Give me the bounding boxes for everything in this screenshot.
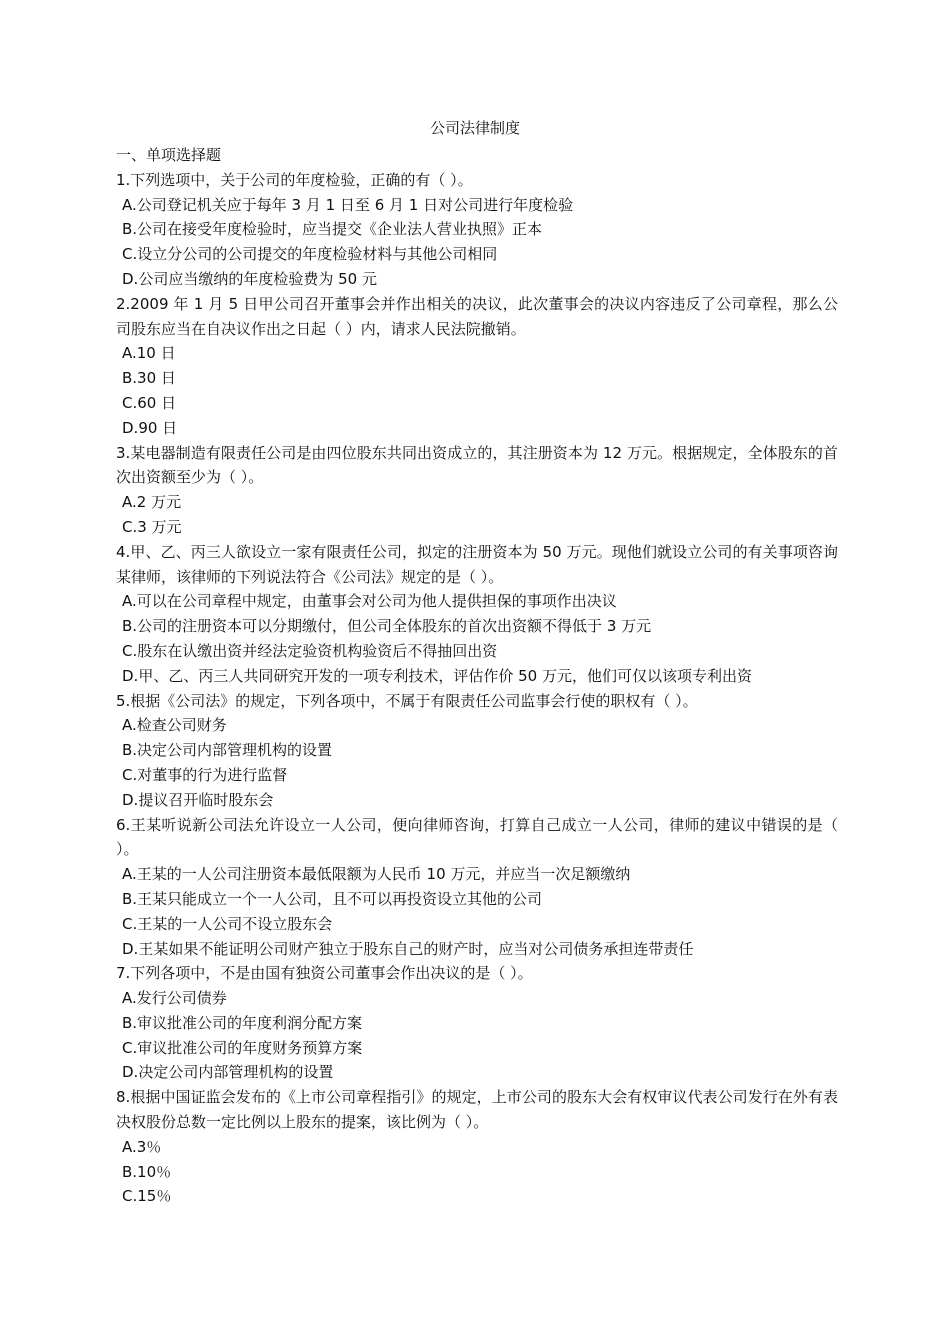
question-list [116,168,838,1209]
section-heading: 一、单项选择题 [116,146,222,164]
question-stem: 7.下列各项中，不是由国有独资公司董事会作出决议的是（ ）。 [116,964,533,983]
question-block [116,1085,838,1209]
answer-option: A.王某的一人公司注册资本最低限额为人民币 10 万元，并应当一次足额缴纳 [122,865,631,884]
question-block [116,441,838,540]
answer-option: A.2 万元 [122,493,182,512]
question-block [116,813,838,962]
answer-option: B.审议批准公司的年度利润分配方案 [122,1013,363,1032]
answer-option: C.60 日 [122,393,177,412]
answer-option: D.甲、乙、丙三人共同研究开发的一项专利技术，评估作价 50 万元，他们可仅以该项专利出资 [122,666,752,685]
answer-option: B.30 日 [122,369,176,388]
document-title: 公司法律制度 [429,119,520,137]
answer-option: D.公司应当缴纳的年度检验费为 50 元 [122,269,377,288]
question-block [116,292,838,441]
answer-option: C.对董事的行为进行监督 [122,765,288,784]
answer-option: A.10 日 [122,344,176,363]
answer-option: D.提议召开临时股东会 [122,790,274,809]
answer-option: A.可以在公司章程中规定，由董事会对公司为他人提供担保的事项作出决议 [122,592,617,611]
question-block [116,168,838,292]
question-stem: 3.某电器制造有限责任公司是由四位股东共同出资成立的，其注册资本为 12 万元。根据规定，全体股东的首次出资额至少为（ ）。 [116,443,838,487]
question-stem: 2.2009 年 1 月 5 日甲公司召开董事会并作出相关的决议，此次董事会的决议内容违反了公司章程，那么公司股东应当在自决议作出之日起（ ）内，请求人民法院撤销。 [116,294,838,338]
answer-option: B.王某只能成立一个一人公司，且不可以再投资设立其他的公司 [122,889,543,908]
question-stem: 8.根据中国证监会发布的《上市公司章程指引》的规定，上市公司的股东大会有权审议代表公司发行在外有表决权股份总数一定比例以上股东的提案，该比例为（ ）。 [116,1088,838,1132]
answer-option: C.股东在认缴出资并经法定验资机构验资后不得抽回出资 [122,641,498,660]
answer-option: A.发行公司债券 [122,989,227,1008]
answer-option: B.公司的注册资本可以分期缴付，但公司全体股东的首次出资额不得低于 3 万元 [122,617,652,636]
question-block [116,961,838,1085]
answer-option: D.决定公司内部管理机构的设置 [122,1063,334,1082]
question-stem: 1.下列选项中，关于公司的年度检验，正确的有（ ）。 [116,170,473,189]
answer-option: C.王某的一人公司不设立股东会 [122,914,333,933]
question-stem: 5.根据《公司法》的规定，下列各项中，不属于有限责任公司监事会行使的职权有（ ）。 [116,691,698,710]
document-body [116,143,838,1209]
question-stem: 6.王某听说新公司法允许设立一人公司，便向律师咨询，打算自己成立一人公司，律师的建议中错误的是（ ）。 [116,815,838,859]
question-stem: 4.甲、乙、丙三人欲设立一家有限责任公司，拟定的注册资本为 50 万元。现他们就设立公司的有关事项咨询某律师，该律师的下列说法符合《公司法》规定的是（ ）。 [116,542,838,586]
answer-option: A.公司登记机关应于每年 3 月 1 日至 6 月 1 日对公司进行年度检验 [122,195,574,214]
answer-option: A.检查公司财务 [122,716,227,735]
question-block [116,689,838,813]
answer-option: C.15％ [122,1187,172,1206]
question-block [116,540,838,689]
answer-option: D.90 日 [122,418,178,437]
answer-option: A.3％ [122,1137,162,1156]
answer-option: B.公司在接受年度检验时，应当提交《企业法人营业执照》正本 [122,220,543,239]
answer-option: C.3 万元 [122,517,182,536]
answer-option: D.王某如果不能证明公司财产独立于股东自己的财产时，应当对公司债务承担连带责任 [122,939,694,958]
answer-option: B.10％ [122,1162,172,1181]
answer-option: B.决定公司内部管理机构的设置 [122,741,333,760]
answer-option: C.审议批准公司的年度财务预算方案 [122,1038,363,1057]
answer-option: C.设立分公司的公司提交的年度检验材料与其他公司相同 [122,245,498,264]
